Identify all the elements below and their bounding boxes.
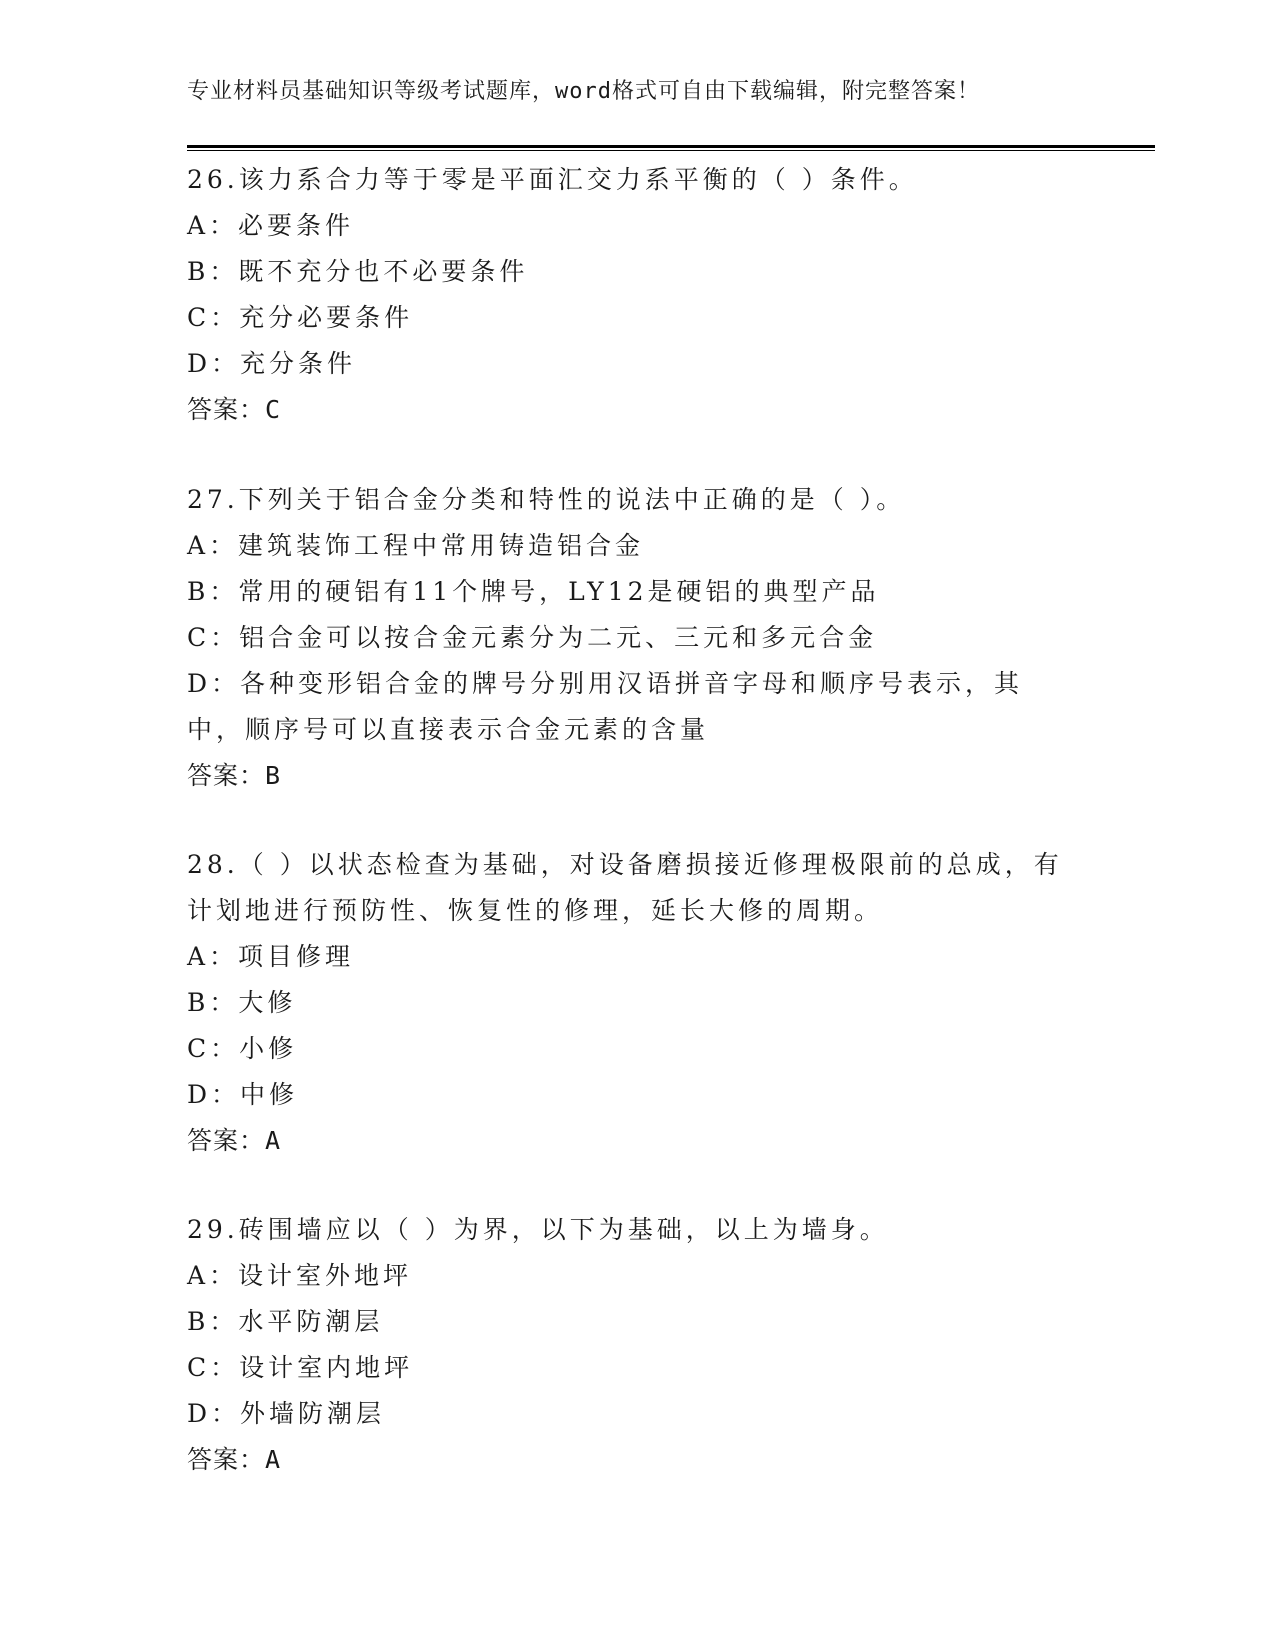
header-rule-thick <box>187 145 1155 148</box>
option-c: C：设计室内地坪 <box>187 1353 414 1382</box>
option-c: C：小修 <box>187 1034 298 1063</box>
page-header: 专业材料员基础知识等级考试题库，word格式可自由下载编辑，附完整答案！ <box>187 79 980 104</box>
option-d: D：各种变形铝合金的牌号分别用汉语拼音字母和顺序号表示，其中，顺序号可以直接表示合金元素的含量 <box>187 669 1024 744</box>
question-29 <box>187 1207 1067 1483</box>
question-28 <box>187 842 1067 1164</box>
option-d: D：中修 <box>187 1080 299 1109</box>
answer-label: 答案：A <box>187 1445 282 1474</box>
option-b: B：大修 <box>187 988 297 1017</box>
question-stem: 28.（ ）以状态检查为基础，对设备磨损接近修理极限前的总成，有计划地进行预防性、恢复性的修理，延长大修的周期。 <box>187 850 1063 925</box>
option-a: A：设计室外地坪 <box>187 1261 413 1290</box>
question-stem: 27.下列关于铝合金分类和特性的说法中正确的是（ ）。 <box>187 485 906 514</box>
answer-label: 答案：A <box>187 1126 282 1155</box>
question-27 <box>187 477 1067 799</box>
option-b: B：水平防潮层 <box>187 1307 384 1336</box>
option-a: A：项目修理 <box>187 942 355 971</box>
question-stem: 29.砖围墙应以（ ）为界，以下为基础，以上为墙身。 <box>187 1215 889 1244</box>
question-26 <box>187 157 1067 433</box>
option-c: C：充分必要条件 <box>187 303 414 332</box>
option-a: A：建筑装饰工程中常用铸造铝合金 <box>187 531 645 560</box>
option-d: D：充分条件 <box>187 349 357 378</box>
option-b: B：常用的硬铝有11个牌号，LY12是硬铝的典型产品 <box>187 577 880 606</box>
option-a: A：必要条件 <box>187 211 355 240</box>
answer-label: 答案：C <box>187 395 282 424</box>
header-rule-thin <box>187 150 1155 151</box>
question-stem: 26.该力系合力等于零是平面汇交力系平衡的（ ）条件。 <box>187 165 918 194</box>
option-b: B：既不充分也不必要条件 <box>187 257 529 286</box>
option-d: D：外墙防潮层 <box>187 1399 386 1428</box>
option-c: C：铝合金可以按合金元素分为二元、三元和多元合金 <box>187 623 878 652</box>
answer-label: 答案：B <box>187 761 282 790</box>
